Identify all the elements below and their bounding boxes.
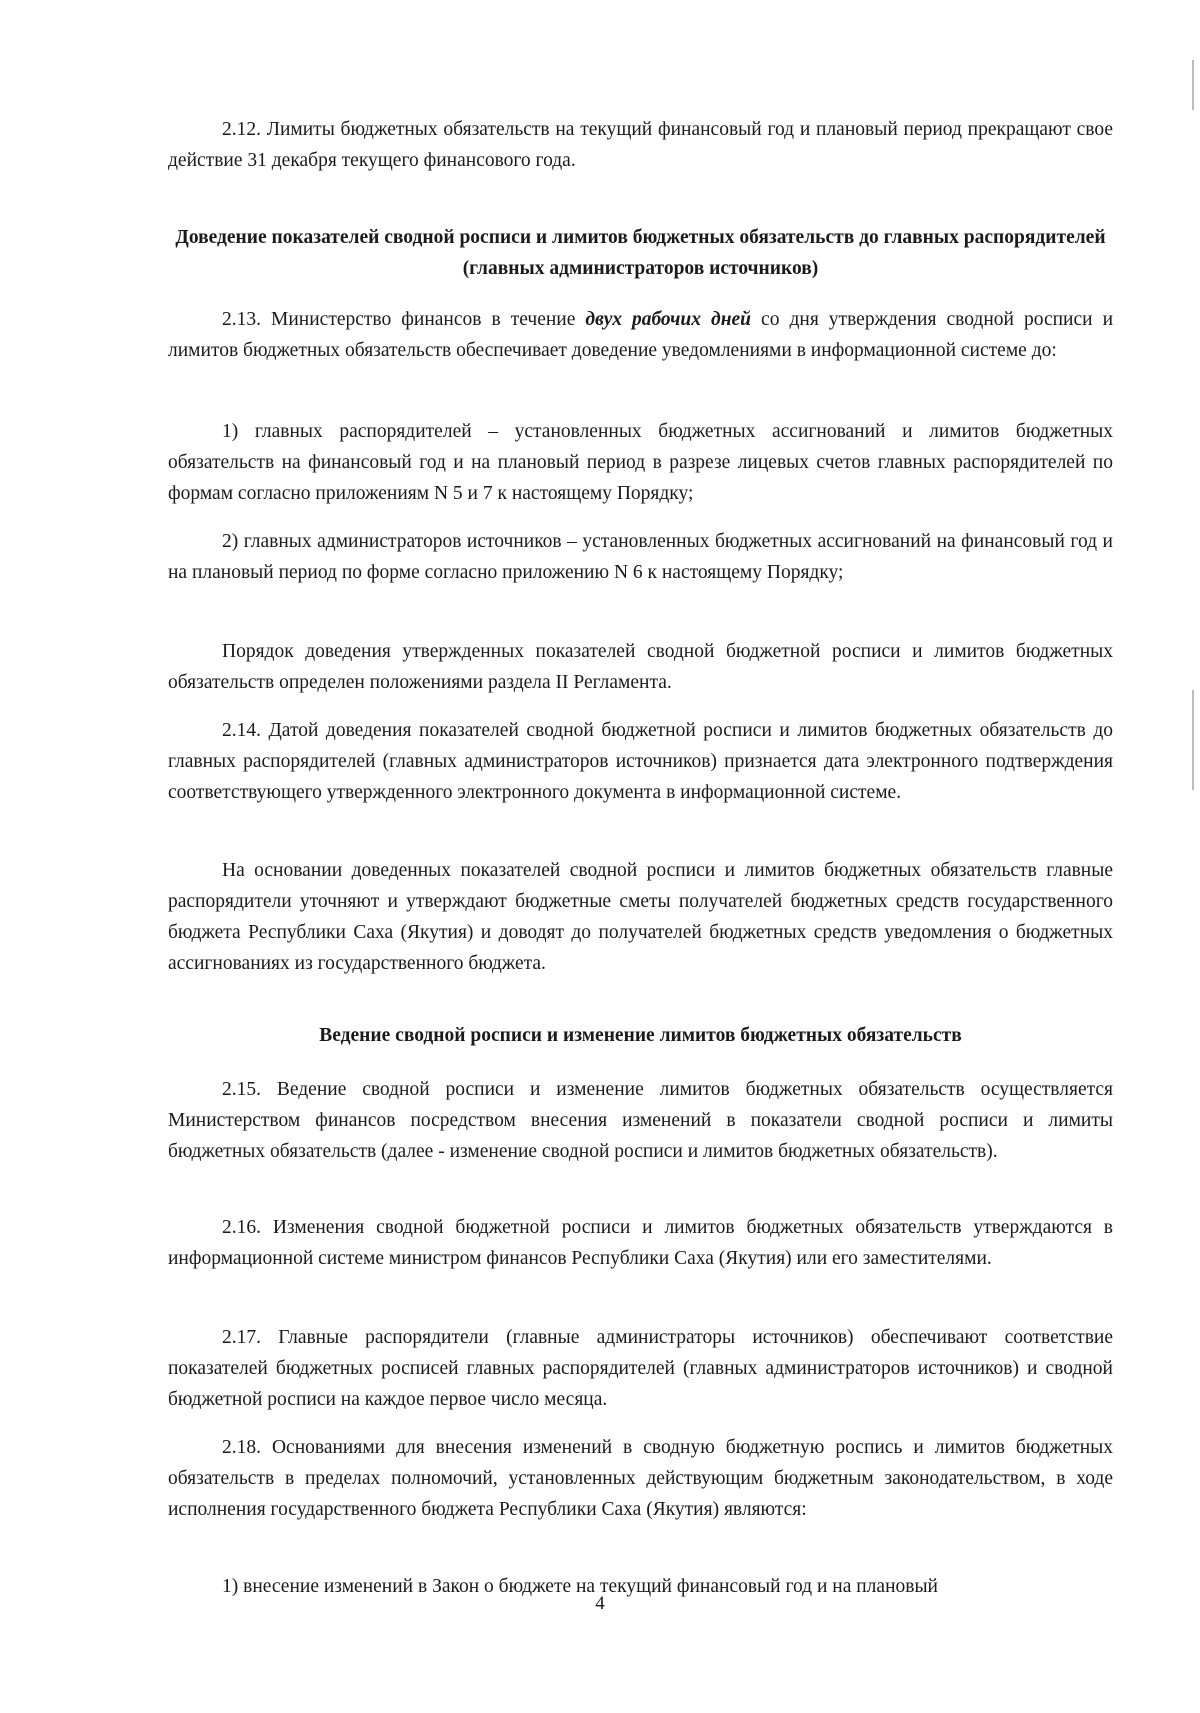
section-heading-delivery: Доведение показателей сводной росписи и лимитов бюджетных обязательств до главных распорядителей (главных администраторов источников): [175, 227, 1106, 279]
paragraph-2-18: 2.18. Основаниями для внесения изменений в сводную бюджетную роспись и лимитов бюджетных обязательств в пределах полномочий, установленных действующим бюджетным законодательством, в ходе исполнения государственного бюджета Республики Саха (Якутия) являются:: [168, 1437, 1113, 1520]
list-item-2: 2) главных администраторов источников – установленных бюджетных ассигнований на финансовый год и на плановый период по форме согласно приложению N 6 к настоящему Порядку;: [168, 531, 1113, 583]
list-item-2-18-1: 1) внесение изменений в Закон о бюджете на текущий финансовый год и на плановый: [222, 1576, 938, 1597]
paragraph-2-15: 2.15. Ведение сводной росписи и изменение лимитов бюджетных обязательств осуществляется Министерством финансов посредством внесения изменений в показатели сводной росписи и лимиты бюджетных обязательств (далее - изменение сводной росписи и лимитов бюджетных обязательств).: [168, 1079, 1113, 1162]
paragraph-2-13-start: 2.13. Министерство финансов в течение: [222, 309, 586, 330]
list-item-1: 1) главных распорядителей – установленных бюджетных ассигнований и лимитов бюджетных обязательств на финансовый год и на плановый период в разрезе лицевых счетов главных распорядителей по формам согласно приложениям N 5 и 7 к настоящему Порядку;: [168, 421, 1113, 504]
paragraph-order: Порядок доведения утвержденных показателей сводной бюджетной росписи и лимитов бюджетных обязательств определен положениями раздела II Регламента.: [168, 641, 1113, 693]
paragraph-2-13: [168, 304, 1113, 366]
scan-edge-mark: [1192, 760, 1194, 790]
page-number: 4: [595, 1593, 605, 1614]
paragraph-basis: На основании доведенных показателей сводной росписи и лимитов бюджетных обязательств главные распорядители уточняют и утверждают бюджетные сметы получателей бюджетных средств государственного бюджета Республики Саха (Якутия) и доводят до получателей бюджетных средств уведомления о бюджетных ассигнованиях из государственного бюджета.: [168, 860, 1113, 974]
paragraph-2-13-end: со дня утверждения сводной росписи и лимитов бюджетных обязательств обеспечивает доведение уведомлениями в информационной системе до:: [168, 309, 1114, 361]
scan-edge-mark: [1192, 60, 1194, 110]
paragraph-2-12: 2.12. Лимиты бюджетных обязательств на текущий финансовый год и плановый период прекращают свое действие 31 декабря текущего финансового года.: [168, 119, 1113, 171]
emphasis-two-working-days: двух рабочих дней: [585, 309, 752, 330]
paragraph-2-14: 2.14. Датой доведения показателей сводной бюджетной росписи и лимитов бюджетных обязательств до главных распорядителей (главных администраторов источников) признается дата электронного подтверждения соответствующего утвержденного электронного документа в информационной системе.: [168, 720, 1113, 803]
paragraph-2-16: 2.16. Изменения сводной бюджетной росписи и лимитов бюджетных обязательств утверждаются в информационной системе министром финансов Республики Саха (Якутия) или его заместителями.: [168, 1217, 1113, 1269]
scan-edge-mark: [1192, 690, 1194, 760]
paragraph-2-17: 2.17. Главные распорядители (главные администраторы источников) обеспечивают соответствие показателей бюджетных росписей главных распорядителей (главных администраторов источников) и сводной бюджетной росписи на каждое первое число месяца.: [168, 1327, 1113, 1410]
section-heading-maintenance: Ведение сводной росписи и изменение лимитов бюджетных обязательств: [319, 1025, 962, 1046]
